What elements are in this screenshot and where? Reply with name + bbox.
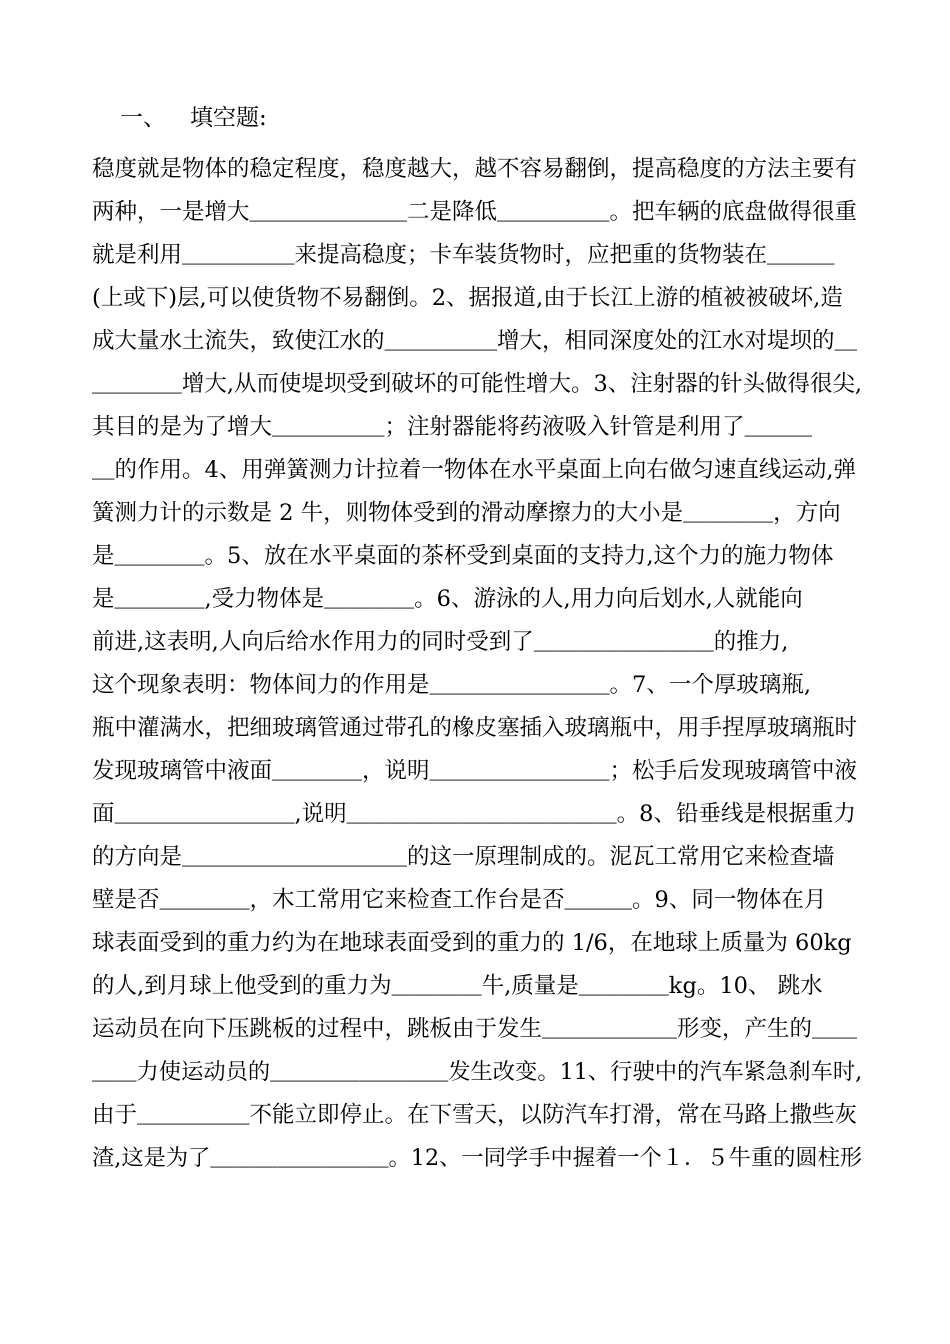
text-line: ＿＿＿＿增大,从而使堤坝受到破坏的可能性增大。3、注射器的针头做得很尖, <box>92 371 863 397</box>
section-title: 填空题: <box>190 105 267 131</box>
text-line: (上或下)层,可以使货物不易翻倒。2、据报道,由于长江上游的植被被破坏,造 <box>92 285 843 311</box>
question-text <box>92 148 862 1180</box>
text-line: 这个现象表明：物体间力的作用是＿＿＿＿＿＿＿＿。7、一个厚玻璃瓶, <box>92 672 811 698</box>
text-line: 就是利用＿＿＿＿＿来提高稳度；卡车装货物时，应把重的货物装在＿＿＿ <box>92 242 835 268</box>
text-line: 壁是否＿＿＿＿，木工常用它来检查工作台是否＿＿＿。9、同一物体在月 <box>92 887 827 913</box>
text-line: 发现玻璃管中液面＿＿＿＿，说明＿＿＿＿＿＿＿＿；松手后发现玻璃管中液 <box>92 758 858 784</box>
text-line: 簧测力计的示数是 2 牛，则物体受到的滑动摩擦力的大小是＿＿＿＿，方向 <box>92 500 841 526</box>
text-line: ＿的作用。4、用弹簧测力计拉着一物体在水平桌面上向右做匀速直线运动,弹 <box>92 457 856 483</box>
text-line: ＿＿力使运动员的＿＿＿＿＿＿＿＿发生改变。11、行驶中的汽车紧急刹车时, <box>92 1059 863 1085</box>
text-line: 由于＿＿＿＿＿不能立即停止。在下雪天，以防汽车打滑，常在马路上撒些灰 <box>92 1102 858 1128</box>
text-line: 两种，一是增大＿＿＿＿＿＿＿二是降低＿＿＿＿＿。把车辆的底盘做得很重 <box>92 199 858 225</box>
text-line: 是＿＿＿＿,受力物体是＿＿＿＿。6、游泳的人,用力向后划水,人就能向 <box>92 586 803 612</box>
text-line: 其目的是为了增大＿＿＿＿＿；注射器能将药液吸入针管是利用了＿＿＿ <box>92 414 813 440</box>
text-line: 稳度就是物体的稳定程度，稳度越大，越不容易翻倒，提高稳度的方法主要有 <box>92 156 858 182</box>
text-line: 前进,这表明,人向后给水作用力的同时受到了＿＿＿＿＿＿＿＿的推力, <box>92 629 789 655</box>
text-line: 运动员在向下压跳板的过程中，跳板由于发生＿＿＿＿＿＿形变，产生的＿＿ <box>92 1016 858 1042</box>
section-heading <box>120 100 267 136</box>
text-line: 瓶中灌满水，把细玻璃管通过带孔的橡皮塞插入玻璃瓶中，用手捏厚玻璃瓶时 <box>92 715 858 741</box>
text-line: 面＿＿＿＿＿＿＿＿,说明＿＿＿＿＿＿＿＿＿＿＿＿。8、铅垂线是根据重力 <box>92 801 856 827</box>
text-line: 渣,这是为了＿＿＿＿＿＿＿＿。12、一同学手中握着一个１．５牛重的圆柱形 <box>92 1145 863 1171</box>
text-line: 是＿＿＿＿。5、放在水平桌面的茶杯受到桌面的支持力,这个力的施力物体 <box>92 543 834 569</box>
section-number: 一、 <box>120 105 166 131</box>
text-line: 的人,到月球上他受到的重力为＿＿＿＿牛,质量是＿＿＿＿kg。10、 跳水 <box>92 973 823 999</box>
text-line: 的方向是＿＿＿＿＿＿＿＿＿＿的这一原理制成的。泥瓦工常用它来检查墙 <box>92 844 835 870</box>
text-line: 球表面受到的重力约为在地球表面受到的重力的 1/6，在地球上质量为 60kg <box>92 930 852 956</box>
text-line: 成大量水土流失，致使江水的＿＿＿＿＿增大，相同深度处的江水对堤坝的＿ <box>92 328 858 354</box>
